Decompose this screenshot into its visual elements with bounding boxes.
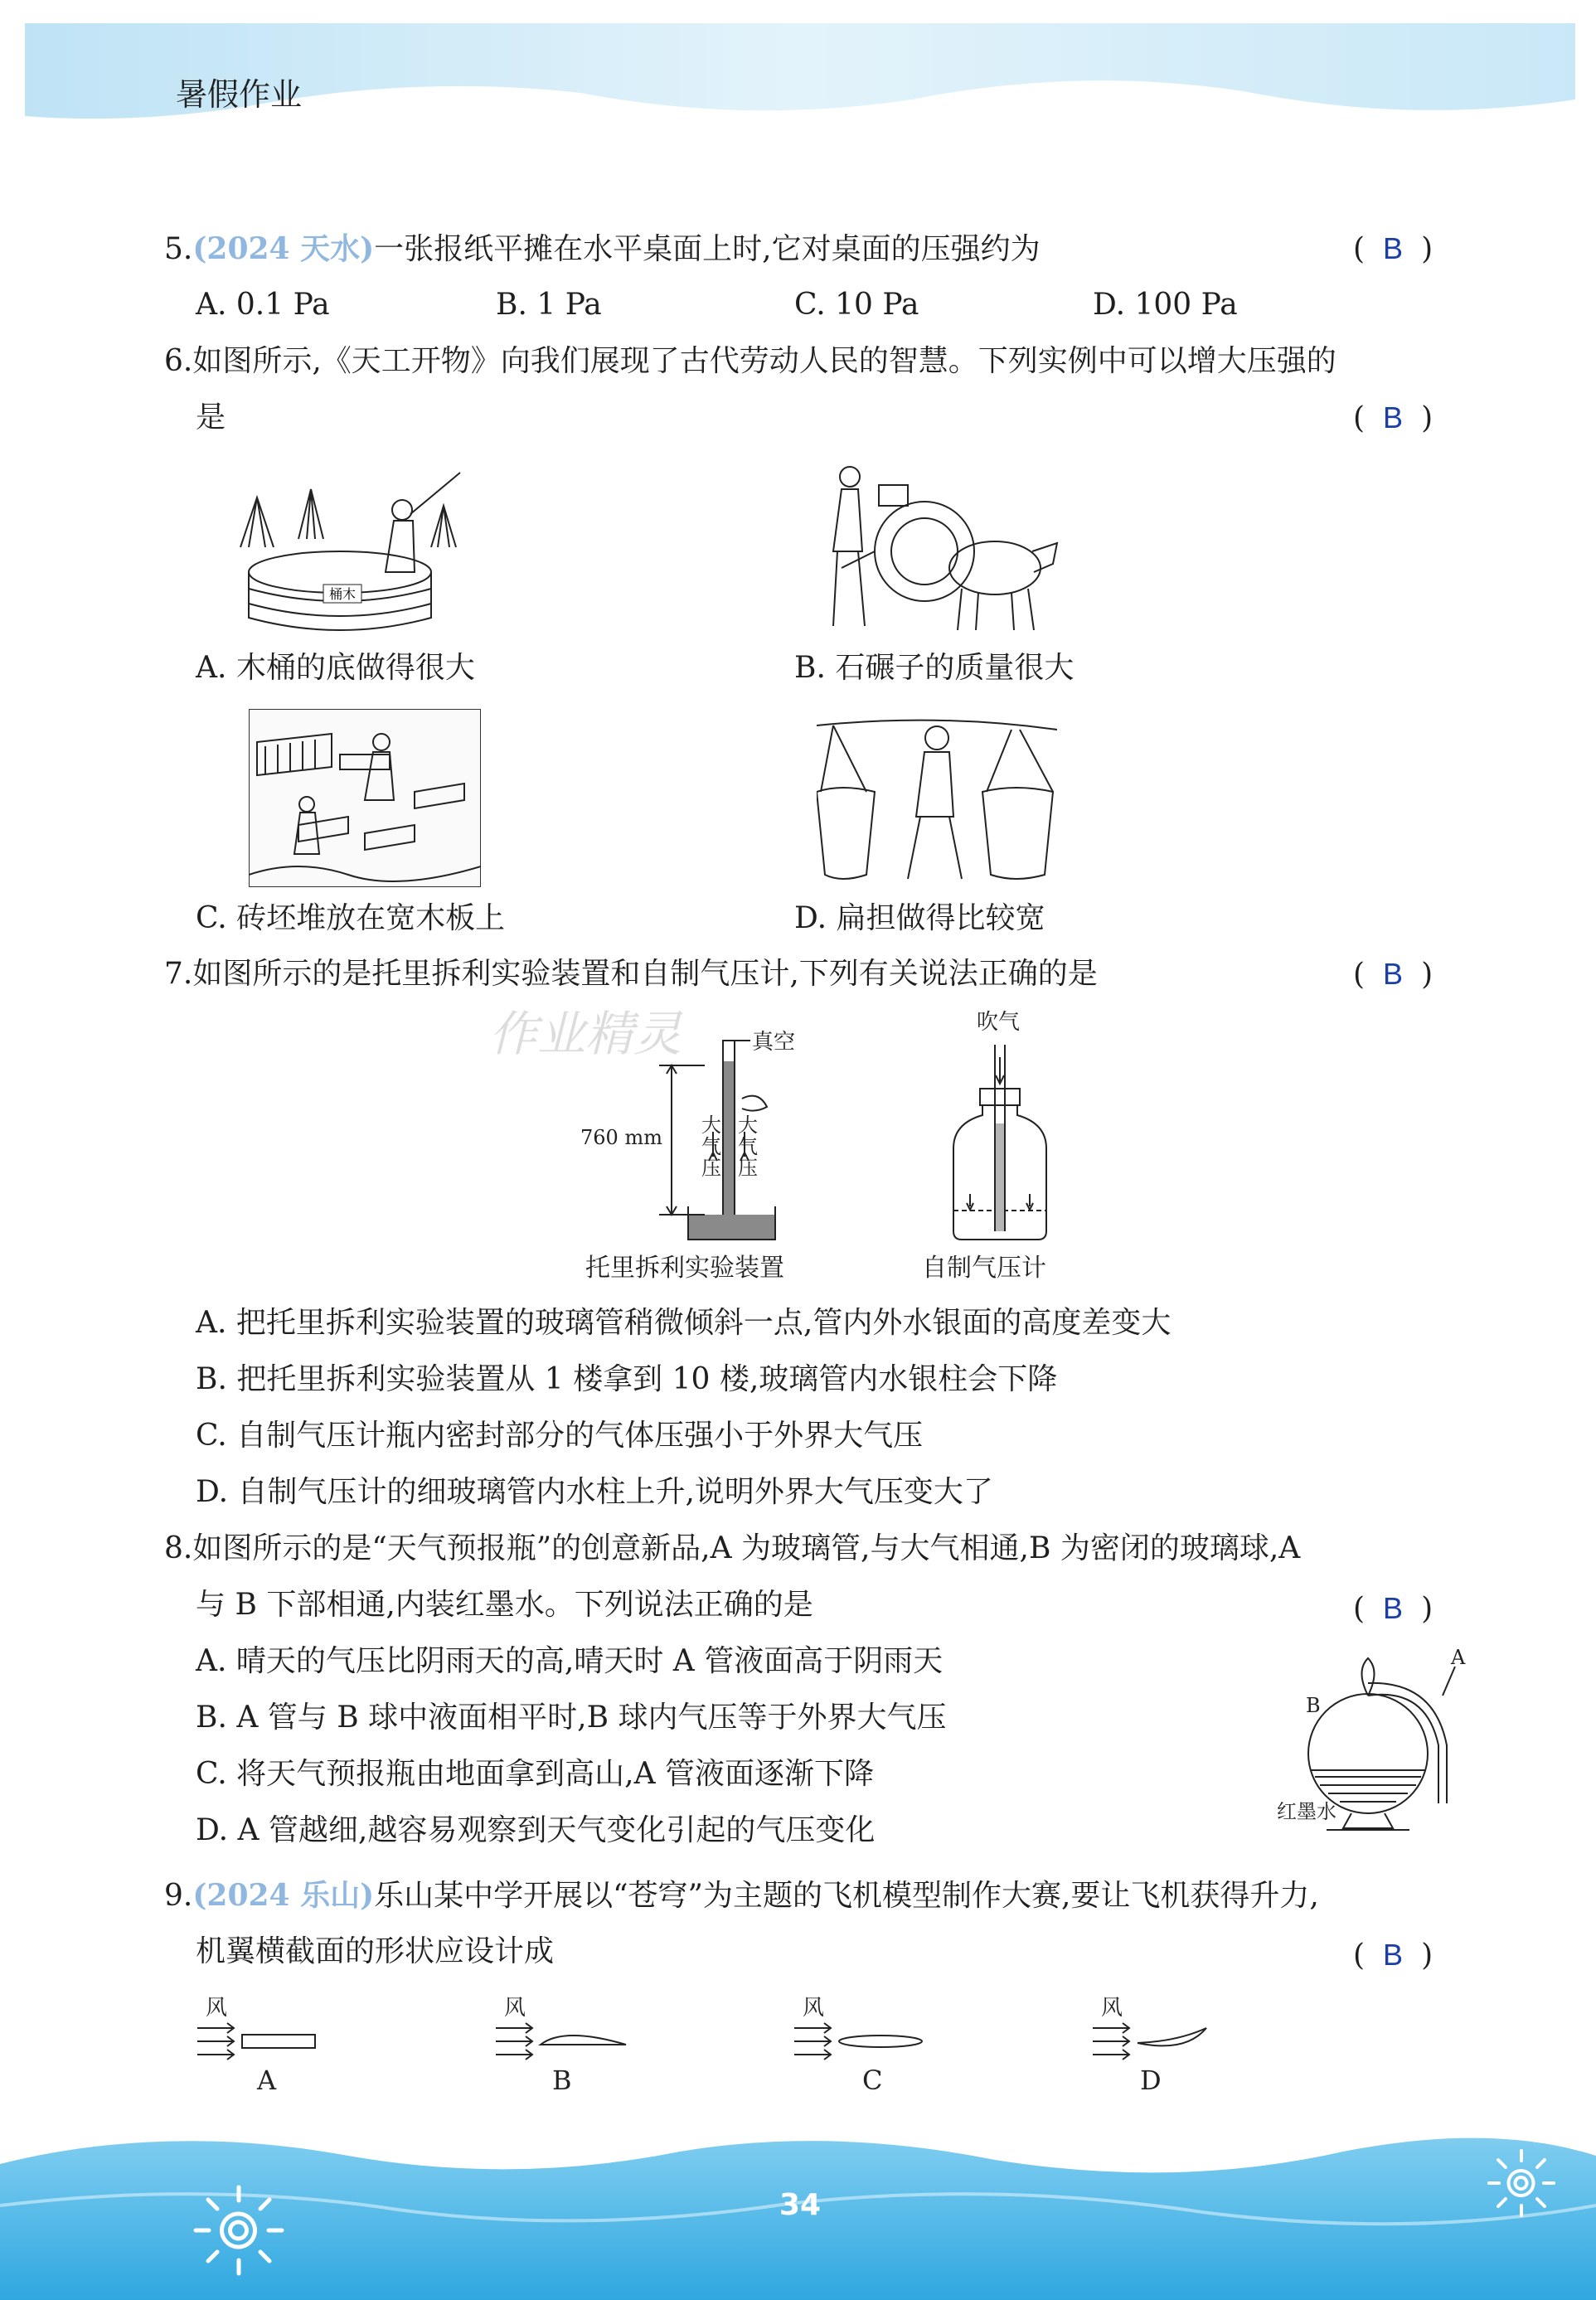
q9-wind-label-b: 风 xyxy=(504,1996,526,2021)
q7-label-760mm: 760 mm xyxy=(580,1126,662,1149)
watermark: 作业精灵 xyxy=(489,1006,682,1062)
q8-label-red-ink: 红墨水 xyxy=(1277,1800,1336,1823)
q5-source: (2024 天水) xyxy=(192,231,375,266)
question-5-stem xyxy=(164,230,1041,268)
q8-text-line2: 与 B 下部相通,内装红墨水。下列说法正确的是 xyxy=(196,1588,813,1622)
q6-answer: ( B ) xyxy=(1353,400,1433,435)
sun-icon-right xyxy=(1484,2146,1559,2220)
page-number: 34 xyxy=(779,2188,822,2222)
q7-label-atm-left: 大气压 xyxy=(701,1114,721,1180)
q8-text-line1: 如图所示的是“天气预报瓶”的创意新品,A 为玻璃管,与大气相通,B 为密闭的玻璃球,A xyxy=(192,1531,1301,1565)
q5-option-a: A. 0.1 Pa xyxy=(196,288,330,322)
q7-figure-torricelli xyxy=(580,1016,829,1248)
q9-text-line2: 机翼横截面的形状应设计成 xyxy=(196,1934,555,1968)
q9-choice-b: B xyxy=(552,2065,572,2093)
q9-choice-d: D xyxy=(1140,2065,1162,2093)
q8-figure-weather-bottle xyxy=(1277,1638,1467,1845)
q7-label-blow: 吹气 xyxy=(977,1010,1021,1035)
q7-label-vacuum: 真空 xyxy=(752,1030,796,1055)
q9-wind-label-a: 风 xyxy=(206,1996,228,2021)
q9-wing-a xyxy=(191,1993,323,2093)
q6-figure-barrel-label: 桶木 xyxy=(328,586,357,602)
header-title: 暑假作业 xyxy=(176,76,303,113)
q9-choice-c: C xyxy=(862,2065,883,2093)
q7-number: 7. xyxy=(164,957,193,991)
q5-answer: ( B ) xyxy=(1353,231,1433,266)
q7-answer: ( B ) xyxy=(1353,957,1433,992)
sun-icon-left xyxy=(189,2181,289,2280)
q9-text-line1: 乐山某中学开展以“苍穹”为主题的飞机模型制作大赛,要让飞机获得升力, xyxy=(374,1879,1319,1913)
q8-option-b: B. A 管与 B 球中液面相平时,B 球内气压等于外界大气压 xyxy=(196,1701,947,1735)
q6-figure-barrel xyxy=(224,464,489,638)
q9-wing-b xyxy=(489,1993,638,2093)
q7-option-a: A. 把托里拆利实验装置的玻璃管稍微倾斜一点,管内外水银面的高度差变大 xyxy=(196,1306,1172,1340)
question-7-stem xyxy=(164,956,1098,992)
q7-label-atm-right: 大气压 xyxy=(738,1114,758,1180)
q9-wing-d xyxy=(1086,1993,1235,2093)
q5-text: 一张报纸平摊在水平桌面上时,它对桌面的压强约为 xyxy=(374,232,1041,266)
q7-figure-barometer xyxy=(937,1007,1070,1248)
q9-wind-label-c: 风 xyxy=(803,1996,825,2021)
q8-option-c: C. 将天气预报瓶由地面拿到高山,A 管液面逐渐下降 xyxy=(196,1757,875,1791)
q9-wind-label-d: 风 xyxy=(1101,1996,1123,2021)
q5-number: 5. xyxy=(164,232,193,266)
q8-number: 8. xyxy=(164,1531,193,1565)
q6-text-line1: 如图所示,《天工开物》向我们展现了古代劳动人民的智慧。下列实例中可以增大压强的 xyxy=(192,344,1336,378)
q5-option-d: D. 100 Pa xyxy=(1093,288,1238,322)
q7-option-b: B. 把托里拆利实验装置从 1 楼拿到 10 楼,玻璃管内水银柱会下降 xyxy=(196,1362,1058,1396)
q9-answer: ( B ) xyxy=(1353,1938,1433,1972)
q9-number: 9. xyxy=(164,1879,193,1913)
q6-option-a: A. 木桶的底做得很大 xyxy=(196,651,475,685)
q8-option-d: D. A 管越细,越容易观察到天气变化引起的气压变化 xyxy=(196,1813,876,1847)
question-9-stem xyxy=(164,1877,1319,1914)
q6-figure-stone-roller xyxy=(817,460,1065,638)
q6-option-b: B. 石碾子的质量很大 xyxy=(794,651,1075,685)
q7-option-d: D. 自制气压计的细玻璃管内水柱上升,说明外界大气压变大了 xyxy=(196,1475,993,1509)
q5-option-c: C. 10 Pa xyxy=(794,288,919,322)
q6-number: 6. xyxy=(164,344,193,378)
q9-wing-c xyxy=(788,1993,937,2093)
q8-answer: ( B ) xyxy=(1353,1591,1433,1626)
q7-caption-barometer: 自制气压计 xyxy=(922,1254,1046,1283)
q8-option-a: A. 晴天的气压比阴雨天的高,晴天时 A 管液面高于阴雨天 xyxy=(196,1644,944,1678)
q7-caption-torricelli: 托里拆利实验装置 xyxy=(585,1254,784,1283)
question-6-stem xyxy=(164,343,1336,380)
q9-source: (2024 乐山) xyxy=(192,1878,375,1913)
q6-option-d: D. 扁担做得比较宽 xyxy=(794,901,1045,935)
q7-option-c: C. 自制气压计瓶内密封部分的气体压强小于外界大气压 xyxy=(196,1419,924,1453)
q6-option-c: C. 砖坯堆放在宽木板上 xyxy=(196,901,506,935)
q8-label-a: A xyxy=(1451,1646,1466,1669)
q7-text: 如图所示的是托里拆利实验装置和自制气压计,下列有关说法正确的是 xyxy=(192,957,1098,991)
q6-text-line2: 是 xyxy=(196,400,226,434)
q8-label-b: B xyxy=(1306,1694,1321,1717)
q6-figure-bricks xyxy=(249,709,481,887)
q5-option-b: B. 1 Pa xyxy=(496,288,602,322)
question-8-stem xyxy=(164,1531,1300,1567)
q9-choice-a: A xyxy=(257,2065,277,2093)
q6-figure-carrying-pole xyxy=(817,709,1057,887)
